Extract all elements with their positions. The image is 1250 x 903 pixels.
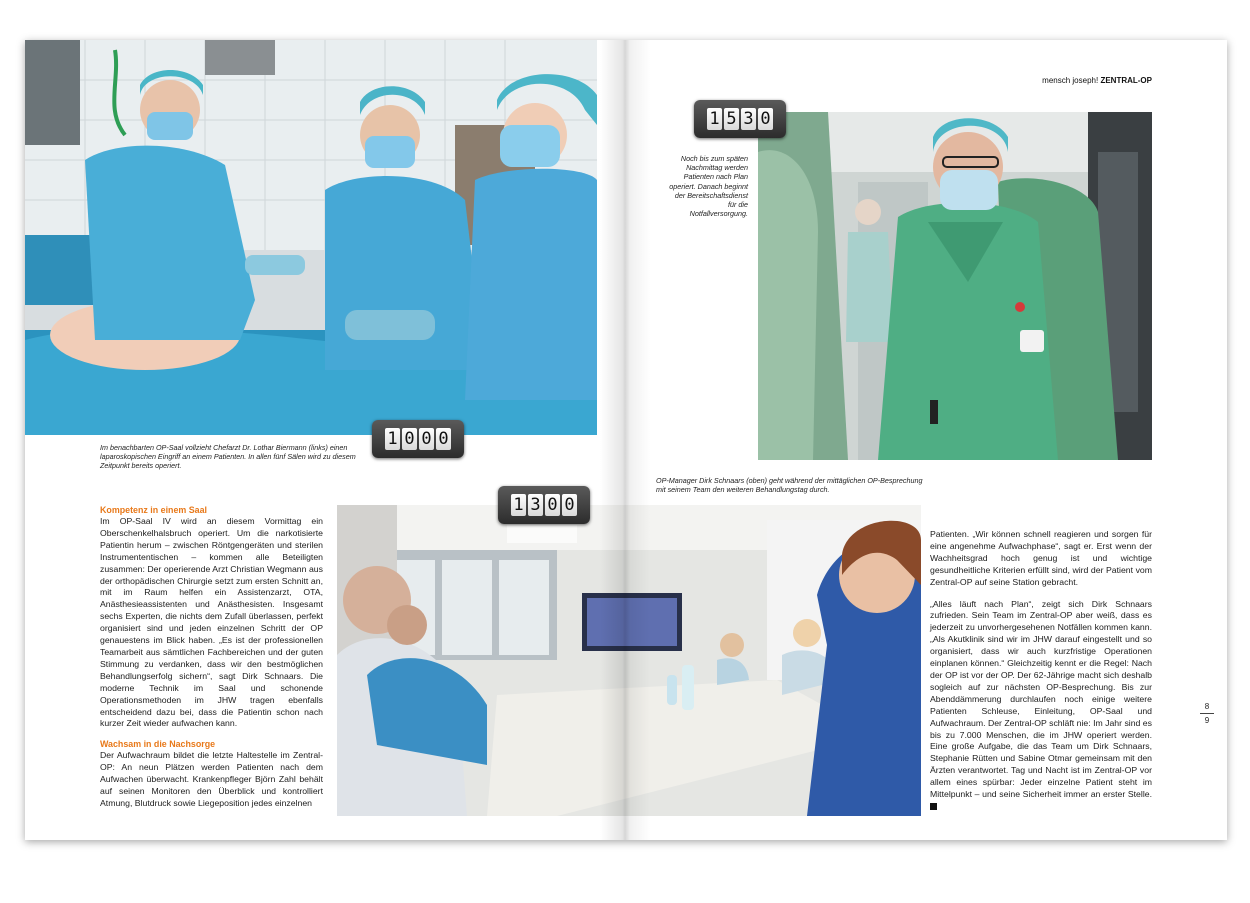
surgery-photo (25, 40, 597, 435)
clock-1530 (694, 100, 786, 138)
page-number-left: 8 (1204, 702, 1210, 711)
manager-photo (758, 112, 1152, 460)
page-number-right: 9 (1204, 716, 1210, 725)
left-text-column (100, 504, 323, 810)
clock-digit: 3 (741, 108, 756, 130)
spread-gutter (600, 40, 650, 840)
clock-digit: 1 (707, 108, 722, 130)
clock-digit: 0 (562, 494, 577, 516)
section-heading: Kompetenz in einem Saal (100, 505, 208, 515)
section-heading: Wachsam in die Nachsorge (100, 739, 216, 750)
clock-digit: 0 (758, 108, 773, 130)
clock-1300 (498, 486, 590, 524)
clock-digit: 0 (545, 494, 560, 516)
clock-digit: 0 (402, 428, 417, 450)
clock-digit: 1 (385, 428, 400, 450)
clock-digit: 5 (724, 108, 739, 130)
end-mark-icon (930, 803, 937, 810)
late-afternoon-caption: Noch bis zum späten Nachmittag werden Patienten nach Plan operiert. Danach beginnt der Bereitschaftsdienst für die Notfallversorgung. (669, 154, 748, 219)
body-paragraph: Im OP-Saal IV wird an diesem Vormittag ein Oberschenkelhalsbruch operiert. Um die narkotisierte Patientin herum – zwischen Röntgengeräten und sterilen Instrumententischen – kommen alle Beteiligten zusammen: Der operierende Arzt Christian Wegmann aus der orthopädischen Chirurgie setzt zum ersten Schnitt an, mit im Raum helfen ein Assistenzarzt, OTA, Anästhesieassistenten und Anästhesisten. Insgesamt sechs Experten, die nichts dem Zufall überlassen, perfekt organisiert sind und jeden einzelnen Schritt der OP genauestens im Blick haben. „Es ist der professionellen Teamarbeit aus sämtlichen Fachbereichen und der guten Stimmung zu verdanken, dass wir den bestmöglichen Behandlungserfolg sichern“, sagt Dirk Schnaars. Die moderne Technik im Saal und schonende Operationsmethoden im JHW tragen ebenfalls entscheidend dazu bei, dass die Patientin schon nach kurzer Zeit wieder aufwachen kann. (100, 516, 323, 729)
page-numbers (1200, 702, 1214, 725)
body-paragraph-text: „Alles läuft nach Plan“, zeigt sich Dirk Schnaars zufrieden. Sein Team im Zentral-OP aber weiß, dass es jederzeit zu unvorhergesehenen Notfällen kommen kann. „Als Akutklinik sind wir im JHW darauf eingestellt und so organisiert, dass wir auch kurzfristige Operationen einplanen können.“ Gleichzeitig kennt er die Regel: Nach der OP ist vor der OP. Der 62-Jährige macht sich deshalb sogleich auf zur nächsten OP-Besprechung. Bis zur Abenddämmerung durchlaufen noch einige weitere Patienten Schleuse, Einleitung, OP-Saal und Aufwachraum. Der Zentral-OP schläft nie: Im Jahr sind es bis zu 7.000 Menschen, die im JHW operiert werden. Eine große Aufgabe, die das Team um Dirk Schnaars, Stephanie Rütten und Sabine Otmar gemeinsam mit den Ärzten verantwortet. Tag und Nacht ist im Zentral-OP vor allem eines spürbar: Jeder einzelne Patient steht im Mittelpunkt – und seine Sicherheit immer an erster Stelle. (930, 598, 1152, 800)
clock-digit: 1 (511, 494, 526, 516)
body-paragraph: Patienten. „Wir können schnell reagieren und sorgen für eine angenehme Aufwachphase“, sagt er. Erst wenn der Wachheitsgrad hoch genug ist und wichtige gesundheitliche Kriterien erfüllt sind, wird der Patient vom Zentral-OP auf seine Station gebracht. (930, 529, 1152, 587)
right-text-column (930, 529, 1152, 813)
clock-digit: 3 (528, 494, 543, 516)
running-head-prefix: mensch joseph! (1042, 76, 1099, 85)
page-number-divider (1200, 713, 1214, 714)
body-paragraph (930, 599, 1152, 813)
running-head-section: ZENTRAL-OP (1100, 76, 1152, 85)
clock-1000 (372, 420, 464, 458)
body-paragraph: Der Aufwachraum bildet die letzte Haltestelle im Zentral-OP: An neun Plätzen werden Patienten nach dem Aufwachen überwacht. Krankenpfleger Björn Zahl behält auf seinen Monitoren den Überblick und kontrolliert Atmung, Blutdruck sowie Liegeposition jedes einzelnen (100, 750, 323, 808)
surgery-caption: Im benachbarten OP-Saal vollzieht Chefarzt Dr. Lothar Biermann (links) einen laparoskopischen Eingriff an einem Patienten. In allen fünf Sälen wird zu diesem Zeitpunkt bereits operiert. (100, 443, 356, 471)
clock-digit: 0 (419, 428, 434, 450)
running-head (980, 76, 1152, 85)
manager-caption: OP-Manager Dirk Schnaars (oben) geht während der mittäglichen OP-Besprechung mit seinem Team den weiteren Behandlungstag durch. (656, 476, 923, 495)
clock-digit: 0 (436, 428, 451, 450)
